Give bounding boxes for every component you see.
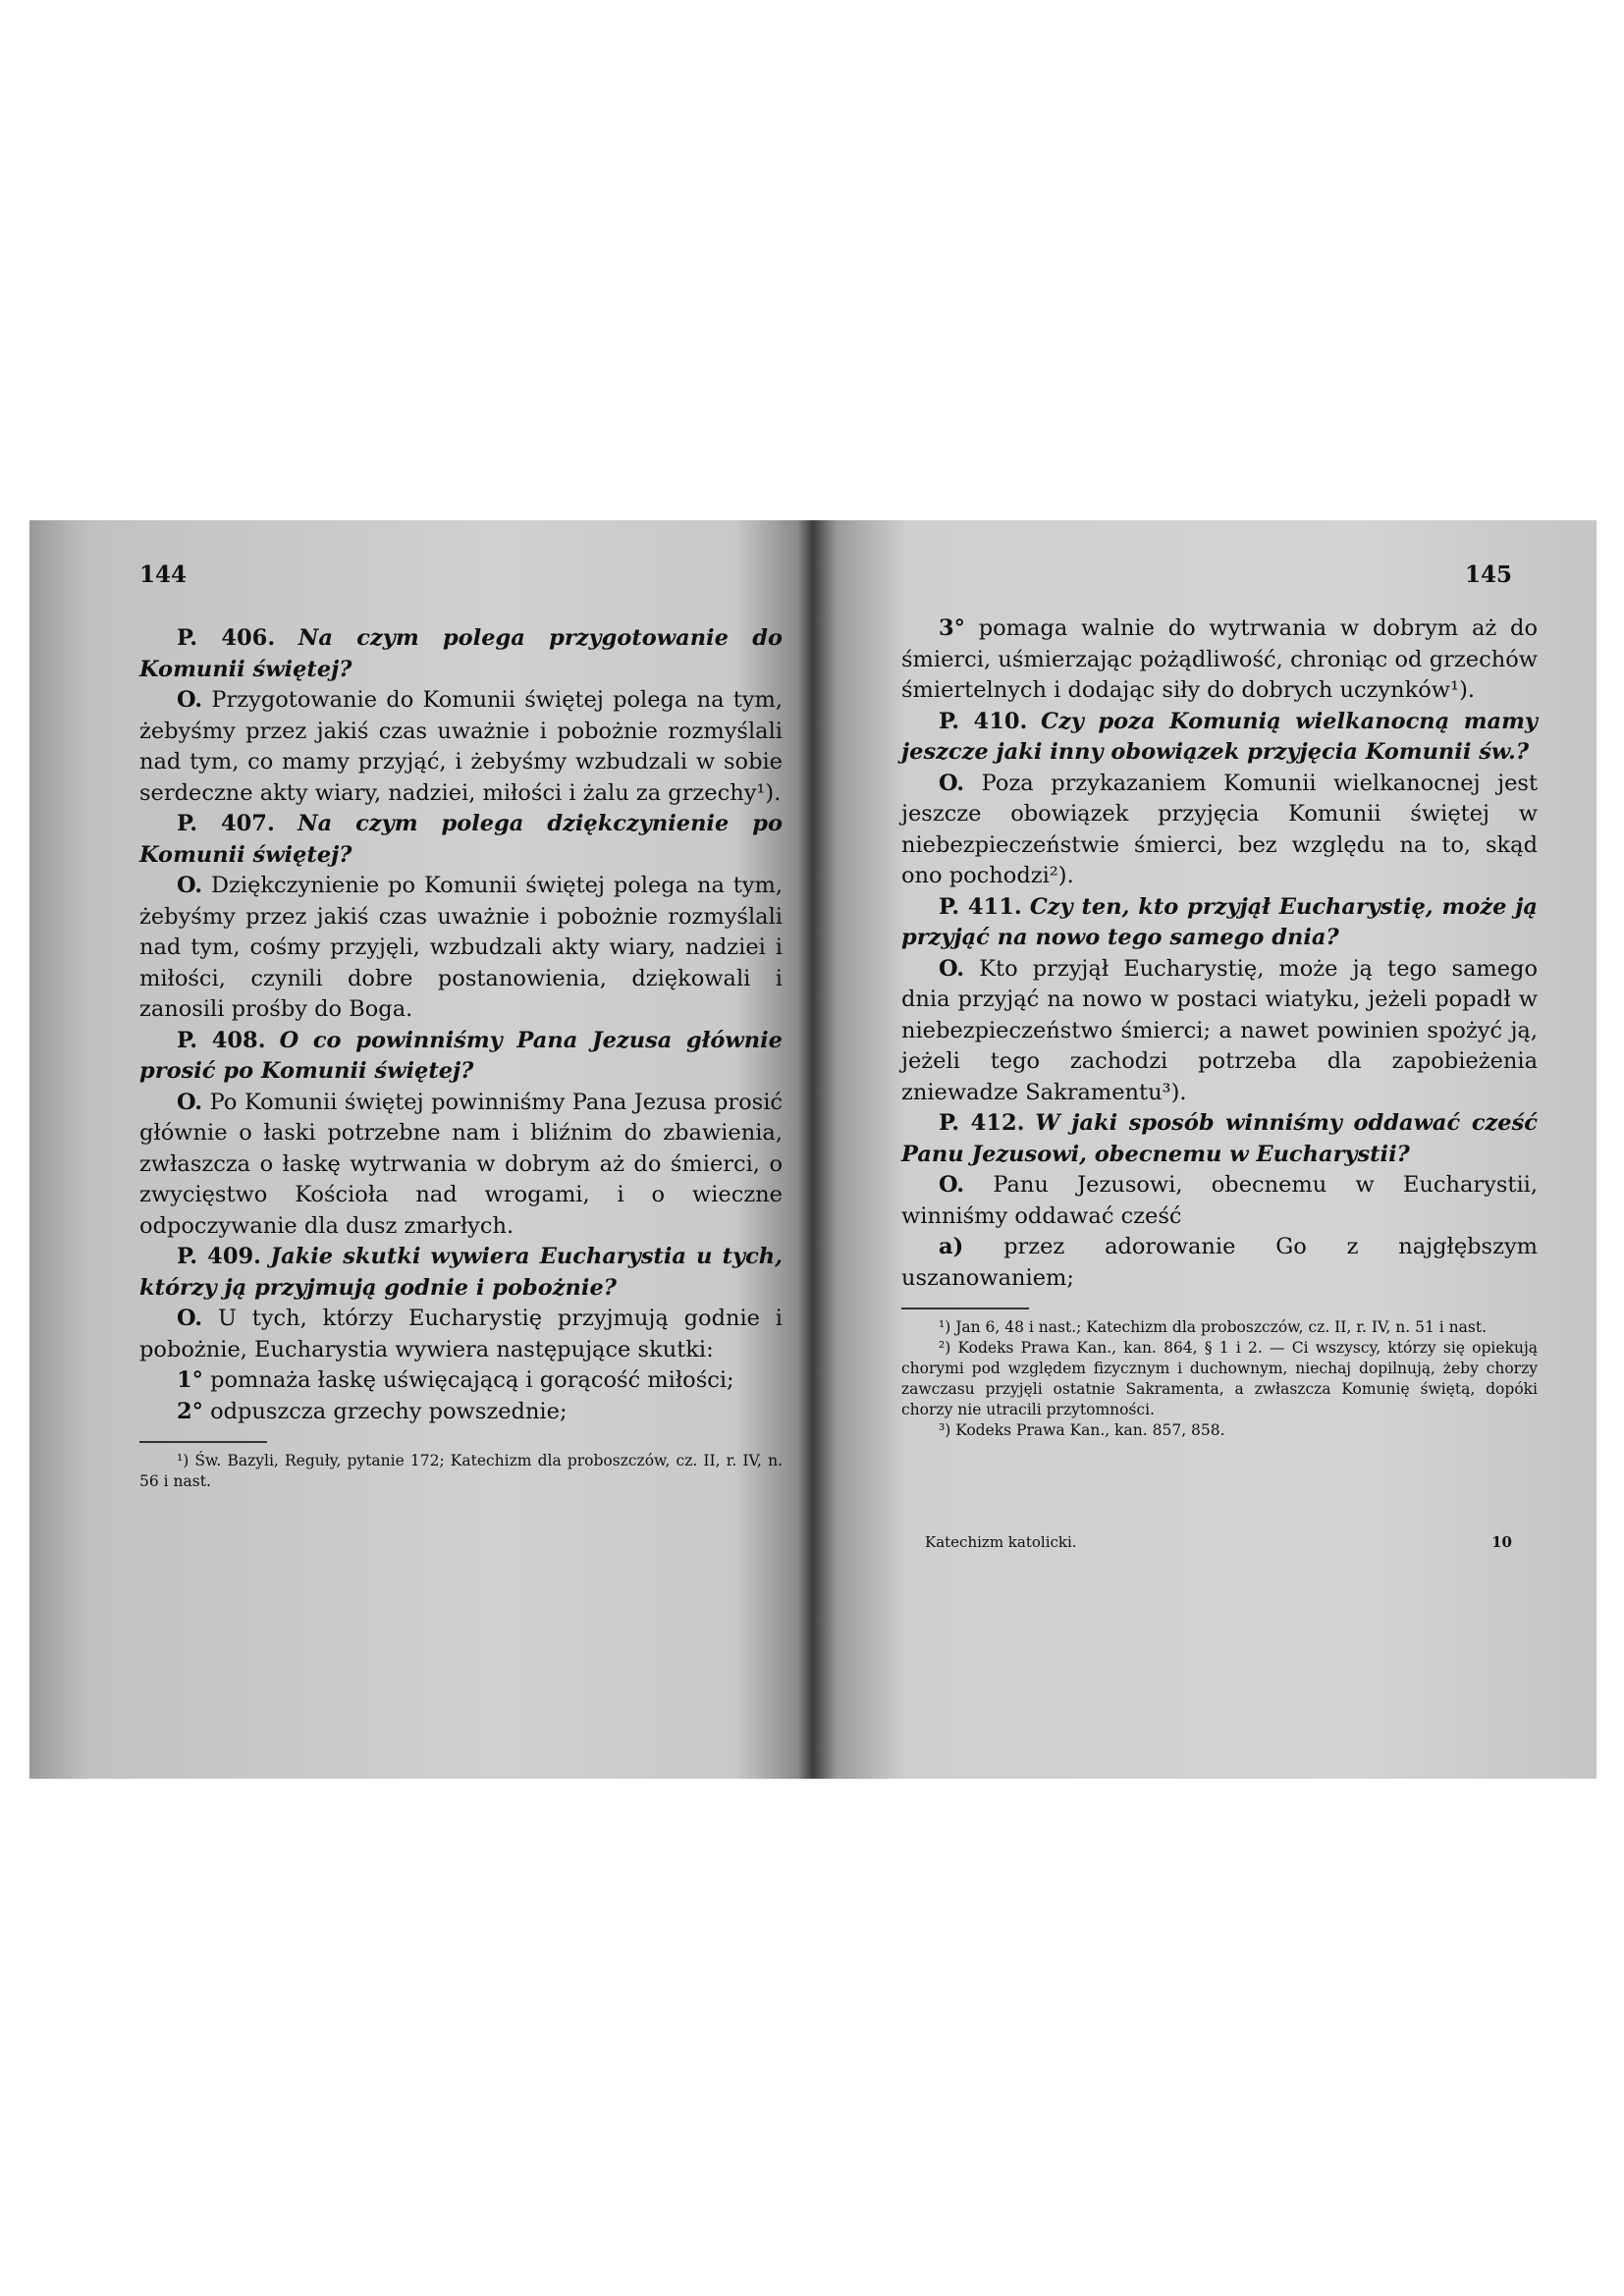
paragraph-label: 1° — [177, 1367, 203, 1393]
left-page — [29, 520, 815, 1779]
answer-paragraph — [139, 871, 783, 1026]
list-item — [139, 1397, 783, 1428]
answer-paragraph — [139, 1088, 783, 1243]
left-paragraphs — [139, 623, 783, 1427]
list-item — [901, 1232, 1538, 1294]
paragraph-text: Przygotowanie do Komunii świętej polega na tym, żebyśmy przez jakiś czas uważnie i pobożnie rozmyślali nad tym, co mamy przyjąć, i żebyśmy wzbudzali w sobie serdeczne akty wiary, nadziei, miłości i żalu za grzechy¹). — [139, 687, 783, 806]
paragraph-text: W jaki sposób winniśmy oddawać cześć Panu Jezusowi, obecnemu w Eucharystii? — [901, 1110, 1538, 1167]
question-paragraph — [139, 1026, 783, 1088]
question-paragraph — [901, 707, 1538, 769]
paragraph-label: P. 406. — [177, 625, 276, 651]
footnote: ³) Kodeks Prawa Kan., kan. 857, 858. — [939, 1421, 1225, 1439]
question-paragraph — [139, 809, 783, 871]
footnote: ¹) Jan 6, 48 i nast.; Katechizm dla proboszczów, cz. II, r. IV, n. 51 i nast. — [939, 1318, 1487, 1336]
list-item — [139, 1365, 783, 1397]
right-page — [815, 520, 1597, 1779]
right-paragraphs — [901, 614, 1538, 1294]
question-paragraph — [139, 623, 783, 685]
paragraph-label: O. — [177, 687, 203, 713]
book-spread — [29, 520, 1597, 1779]
answer-paragraph — [901, 954, 1538, 1109]
paragraph-text: Kto przyjął Eucharystię, może ją tego samego dnia przyjąć na nowo w postaci wiatyku, jeżeli popadł w niebezpieczeństwo śmierci; a nawet powinien spożyć ją, jeżeli tego zachodzi potrzeba dla zapobieżenia zniewadze Sakramentu³). — [901, 955, 1538, 1105]
paragraph-label: P. 411. — [939, 893, 1022, 920]
footnote-rule — [139, 1441, 267, 1443]
paragraph-text: Jakie skutki wywiera Eucharystia u tych, którzy ją przyjmują godnie i pobożnie? — [139, 1244, 783, 1301]
paragraph-text: pomaga walnie do wytrwania w dobrym aż do śmierci, uśmierzając pożądliwość, chroniąc od grzechów śmiertelnych i dodając siły do dobrych uczynków¹). — [901, 615, 1538, 703]
paragraph-label: P. 407. — [177, 811, 275, 836]
signature-mark: Katechizm katolicki. — [925, 1533, 1077, 1551]
paragraph-label: O. — [939, 770, 965, 796]
answer-paragraph — [139, 685, 783, 809]
paragraph-label: P. 408. — [177, 1027, 266, 1053]
question-paragraph — [901, 892, 1538, 954]
paragraph-label: P. 412. — [939, 1110, 1025, 1136]
paragraph-text: pomnaża łaskę uświęcającą i gorącość miłości; — [210, 1367, 734, 1393]
paragraph-label: P. 410. — [939, 708, 1028, 734]
answer-paragraph — [901, 1170, 1538, 1232]
paragraph-text: O co powinniśmy Pana Jezusa głównie prosić po Komunii świętej? — [139, 1027, 783, 1084]
paragraph-label: O. — [939, 955, 965, 982]
answer-paragraph — [139, 1304, 783, 1365]
page-number: 145 — [1464, 561, 1512, 588]
question-paragraph — [139, 1242, 783, 1304]
paragraph-text: Na czym polega dziękczynienie po Komunii świętej? — [139, 811, 783, 868]
left-footnotes — [139, 1451, 783, 1492]
left-text-column — [139, 623, 783, 1492]
paragraph-label: O. — [177, 1089, 203, 1115]
paragraph-text: przez adorowanie Go z najgłębszym uszanowaniem; — [901, 1234, 1538, 1291]
paragraph-label: O. — [177, 873, 203, 898]
signature-number: 10 — [1491, 1533, 1512, 1551]
question-paragraph — [901, 1108, 1538, 1170]
paragraph-text: Po Komunii świętej powinniśmy Pana Jezusa prosić głównie o łaski potrzebne nam i bliźnim do zbawienia, zwłaszcza o łaskę wytrwania w dobrym aż do śmierci, o zwycięstwo Kościoła nad wrogami, i o wieczne odpoczywanie dla dusz zmarłych. — [139, 1089, 783, 1239]
footnote: ¹) Św. Bazyli, Reguły, pytanie 172; Katechizm dla proboszczów, cz. II, r. IV, n. 56 i nast. — [139, 1452, 783, 1490]
footnote: ²) Kodeks Prawa Kan., kan. 864, § 1 i 2. — Ci wszyscy, którzy się opiekują chorymi pod względem fizycznym i duchownym, niechaj dopilnują, żeby chorzy zawczasu przyjęli ostatnie Sakramenta, a zwłaszcza Komunię świętą, dopóki chorzy nie utracili przytomności. — [901, 1339, 1538, 1418]
paragraph-text: Czy poza Komunią wielkanocną mamy jeszcze jaki inny obowiązek przyjęcia Komunii św.? — [901, 708, 1538, 765]
paragraph-label: P. 409. — [177, 1244, 261, 1269]
page-number: 144 — [139, 561, 188, 588]
list-item — [901, 614, 1538, 707]
paragraph-label: 3° — [939, 615, 965, 641]
paragraph-label: O. — [177, 1306, 203, 1331]
paragraph-text: U tych, którzy Eucharystię przyjmują godnie i pobożnie, Eucharystia wywiera następujące skutki: — [139, 1306, 784, 1362]
right-text-column — [901, 614, 1538, 1441]
right-footnotes — [901, 1317, 1538, 1441]
paragraph-text: Czy ten, kto przyjął Eucharystię, może ją przyjąć na nowo tego samego dnia? — [901, 893, 1538, 950]
paragraph-text: Panu Jezusowi, obecnemu w Eucharystii, winniśmy oddawać cześć — [901, 1172, 1539, 1229]
answer-paragraph — [901, 769, 1538, 892]
paragraph-text: Poza przykazaniem Komunii wielkanocnej jest jeszcze obowiązek przyjęcia Komunii świętej w niebezpieczeństwie śmierci, bez względu na to, skąd ono pochodzi²). — [901, 770, 1539, 888]
footnote-rule — [901, 1308, 1029, 1309]
paragraph-label: a) — [939, 1234, 964, 1259]
paragraph-text: odpuszcza grzechy powszednie; — [210, 1398, 568, 1424]
paragraph-text: Dziękczynienie po Komunii świętej polega na tym, żebyśmy przez jakiś czas uważnie i pobożnie rozmyślali nad tym, cośmy przyjęli, wzbudzali akty wiary, nadziei i miłości, czynili dobre postanowienia, dziękowali i zanosili prośby do Boga. — [139, 873, 784, 1022]
paragraph-label: 2° — [177, 1398, 203, 1424]
paragraph-text: Na czym polega przygotowanie do Komunii świętej? — [139, 625, 783, 682]
paragraph-label: O. — [939, 1172, 965, 1198]
